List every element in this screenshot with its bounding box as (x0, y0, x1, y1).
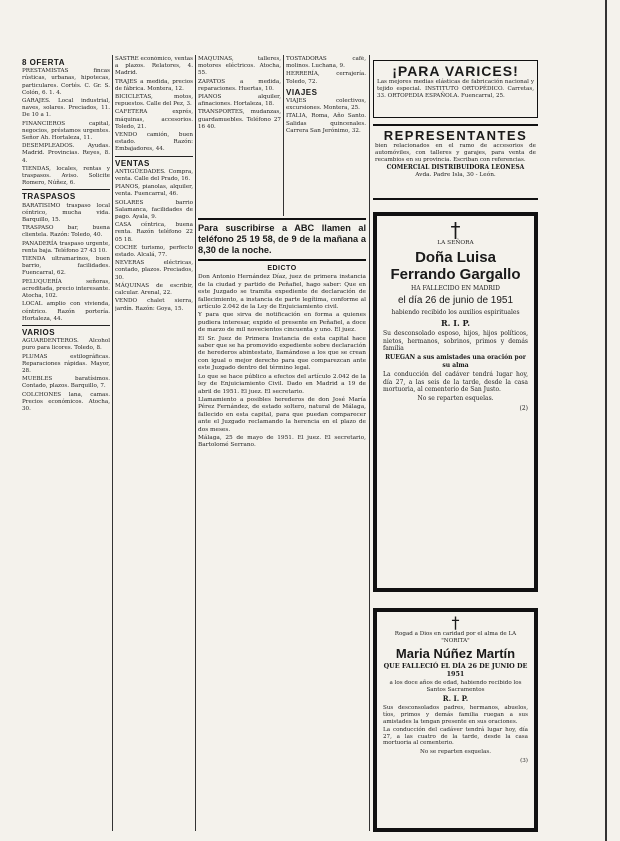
subscription-notice (198, 218, 366, 261)
edicto-paragraph: Lo que se hace público a efectos del artículo 2.042 de la ley de Enjuiciamiento Civil. Dado en Madrid a 19 de abril de 1951. El juez. El secretario. (198, 373, 366, 395)
column-rule (369, 55, 370, 831)
obit-rip: R. I. P. (442, 694, 469, 704)
obit-family: Su desconsolado esposo, hijos, hijos políticos, nietos, hermanos, sobrinos, primos y demás familia (383, 330, 528, 353)
classified-ad: FINANCIEROS capital, negocios, préstamos urgentes. Señor Ah. Hortaleza, 11. (22, 120, 110, 142)
obit-family: Sus desconsolados padres, hermanos, abuelos, tíos, primos y demás familia ruegan a sus amistades la tengan presente en sus oraciones. (383, 705, 528, 725)
obit-note: No se reparten esquelas. (417, 395, 494, 403)
classified-ad: TRAJES a medida, precios de fábrica. Montera, 12. (115, 78, 193, 92)
section-heading-traspasos: TRASPASOS (22, 192, 76, 202)
obit-date: el día 26 de junio de 1951 (397, 294, 514, 306)
varios-list (22, 338, 110, 413)
classified-ad: MÁQUINAS de escribir, calcular. Arenal, 22. (115, 282, 193, 297)
classifieds-column-2 (115, 56, 193, 831)
obit-code: (2) (519, 404, 528, 412)
classified-ad: VENDO chalet sierra, jardín. Razón: Goya, 15. (115, 298, 193, 312)
classified-ad: ITALIA, Roma, Año Santo. Salidas quincenales. Carrera San Jerónimo, 32. (286, 113, 366, 134)
edicto-paragraph: Málaga, 25 de mayo de 1951. El juez. El secretario, Bartolomé Serrano. (198, 434, 366, 449)
obit-pre: Rogad a Dios en caridad por el alma de LA "NORITA" (394, 631, 517, 644)
divider (22, 325, 110, 326)
representantes-address: Avda. Padre Isla, 30 - León. (415, 171, 496, 178)
ventas-list (115, 169, 193, 313)
classified-ad: COLCHONES lana, camas. Precios económicos. Atocha, 30. (22, 391, 110, 412)
classified-ad: GARAJES. Local industrial, naves, solares. Preciados, 11. De 10 a 1. (22, 98, 110, 119)
classifieds-column-1 (22, 56, 110, 831)
obit-sacraments: habiendo recibido los auxilios espirituales (391, 308, 520, 316)
classified-ad: TIENDA ultramarinos, buen barrio, facilidades. Fuencarral, 62. (22, 256, 110, 277)
classified-ad: CAFETERA exprés, máquinas, accesorios. Toledo, 21. (115, 109, 193, 130)
divider (115, 156, 193, 157)
deceased-name: Maria Núñez Martín (395, 646, 516, 662)
section-heading-viajes: VIAJES (286, 87, 318, 97)
edicto-paragraph: Y para que sirva de notificación en forma a quienes pudiera interesar, expido el presente en Peñafiel, a doce de marzo de mil novecientos cincuenta y uno. El juez. (198, 312, 366, 334)
classified-ad: VENDO camión, buen estado. Razón: Embajadores, 44. (115, 132, 193, 153)
classified-ad: BARATISIMO traspaso local céntrico, mucha vida. Barquillo, 15. (22, 202, 110, 224)
classified-ad: BICICLETAS, motos, repuestos. Calle del Pez, 3. (115, 94, 193, 108)
classified-ad: TRANSPORTES, mudanzas, guardamuebles. Teléfono 27 16 40. (198, 109, 281, 130)
classified-ad: TRASPASO bar, buena clientela. Razón: Toledo, 40. (22, 225, 110, 239)
classified-list (198, 56, 281, 131)
obit-died: HA FALLECIDO EN MADRID (411, 285, 500, 293)
classified-ad: DESEMPLEADOS. Ayudas. Madrid. Provincias. Reyes, 8. 4. (22, 143, 110, 164)
classified-ad: VIAJES colectivos, excursiones. Montera, 25. (286, 98, 366, 112)
column-rule (195, 55, 196, 831)
classified-ad: SOLARES barrio Salamanca, facilidades de pago. Ayala, 9. (115, 199, 193, 221)
obit-conduccion: La conducción del cadáver tendrá lugar hoy, día 27, a las seis de la tarde, desde la casa mortuoria, al cementerio de San Justo. (383, 371, 528, 394)
classified-ad: COCHE turismo, perfecto estado. Alcalá, 77. (115, 244, 193, 259)
edicto-body (198, 274, 366, 449)
obit-ruegan: RUEGAN a sus amistades una oración por su alma (385, 354, 526, 369)
obit-note: No se reparten esquelas. (420, 748, 491, 755)
divider (22, 189, 110, 190)
classified-list (115, 56, 193, 154)
column-rule (112, 55, 113, 831)
classified-ad: HERRERÍA, cerrajería. Toledo, 72. (286, 71, 366, 85)
obituary-notice-1 (373, 212, 538, 592)
classified-ad: TOSTADORAS café, molinos. Luchana, 9. (286, 56, 366, 70)
varices-title: ¡PARA VARICES! (392, 63, 519, 79)
classified-ad: TIENDAS, locales, rentas y traspasos. Aviso. Solicite Romero, Núñez, 6. (22, 165, 110, 187)
edicto-paragraph: Llamamiento a posibles herederos de don José María Pérez Fernández, de estado soltero, natural de Málaga, fallecido en esta capital, para que puedan comparecer ante el Juzgado reclamando la herencia en el plazo de dos meses. (198, 396, 366, 433)
classified-ad: PRESTAMISTAS fincas rústicas, urbanas, hipotecas, particulares. Cortés. C. Gr. S. Colón, 6. 1. 4. (22, 68, 110, 96)
traspasos-list (22, 203, 110, 323)
classifieds-column-4 (286, 56, 366, 214)
classified-ad: ZAPATOS a medida, reparaciones. Huertas, 10. (198, 78, 281, 92)
classified-ad: CASA céntrica, buena renta. Razón teléfono 22 05 18. (115, 222, 193, 243)
subscription-text: Para suscribirse a ABC llamen al teléfono 25 19 58, de 9 de la mañana a 8,30 de la noche. (198, 223, 366, 255)
classified-ad: PIANOS alquiler, afinaciones. Hortaleza, 18. (198, 94, 281, 108)
obituary-notice-2 (373, 608, 538, 832)
representantes-company: COMERCIAL DISTRIBUIDORA LEONESA (386, 164, 525, 171)
section-heading-oferta: 8 OFERTA (22, 58, 65, 67)
page-edge (605, 0, 607, 841)
representantes-ad (373, 124, 538, 200)
oferta-list (22, 68, 110, 187)
classified-list (286, 56, 366, 86)
cross-icon: † (450, 218, 461, 242)
classified-ad: NEVERAS eléctricas, contado, plazos. Preciados, 30. (115, 260, 193, 281)
obit-conduccion: La conducción del cadáver tendrá lugar hoy, día 27, a las cuatro de la tarde, desde la casa mortuoria al cementerio. (383, 727, 528, 747)
section-heading-varios: VARIOS (22, 327, 56, 337)
classified-ad: MUEBLES baratísimos. Contado, plazos. Barquillo, 7. (22, 376, 110, 390)
obit-date: QUE FALLECIÓ EL DÍA 26 DE JUNIO DE 1951 (383, 662, 528, 679)
obit-code: (3) (520, 757, 528, 764)
edicto-paragraph: Don Antonio Hernández Díaz, juez de primera instancia de la ciudad y partido de Peñafiel, hago saber: Que en este Juzgado se tramita expediente de declaración de fallecimiento, a instancia de parte legítima, conforme al artículo 2.042 de la Ley de Enjuiciamiento civil. (198, 274, 366, 311)
edicto-heading: EDICTO (267, 265, 297, 272)
classified-ad: PELUQUERÍA señoras, acreditada, precio interesante. Atocha, 102. (22, 278, 110, 300)
obit-rip: R. I. P. (440, 318, 470, 329)
classified-ad: AGUARDENTEROS. Alcohol puro para licores. Toledo, 8. (22, 338, 110, 352)
obit-pre: LA SEÑORA (437, 240, 474, 246)
classified-ad: PIANOS, pianolas, alquiler, venta. Fuencarral, 46. (115, 184, 193, 198)
representantes-text: bien relacionados en el ramo de accesorios de automóviles, con talleres y garajes, para venta de recambios en su provincia. Escriban con referencias. (375, 143, 536, 163)
cross-icon: † (451, 613, 460, 632)
varices-text: Las mejores medias elásticas de fabricación nacional y tejido especial. INSTITUTO ORTOPÉDICO. Carretas, 33. ORTOPEDIA ESPAÑOLA. Fuencarral, 25. (377, 79, 534, 99)
deceased-name: Doña Luisa Ferrando Gargallo (390, 249, 521, 284)
classified-ad: ANTIGÜEDADES. Compra, venta. Calle del Prado, 16. (115, 168, 193, 183)
representantes-title: REPRESENTANTES (383, 128, 528, 143)
obit-sacraments: a los doce años de edad, habiendo recibido los Santos Sacramentos (389, 680, 522, 693)
viajes-list (286, 98, 366, 135)
classifieds-column-3 (198, 56, 281, 214)
classified-ad: PLUMAS estilográficas. Reparaciones rápidas. Mayor, 28. (22, 353, 110, 374)
classified-ad: SASTRE económico, ventas a plazos. Relatores, 4. Madrid. (115, 56, 193, 77)
edicto-column (198, 262, 366, 832)
column-rule (283, 55, 284, 216)
classified-ad: LOCAL amplio con vivienda, céntrico. Razón portería. Hortaleza, 44. (22, 301, 110, 322)
section-heading-ventas: VENTAS (115, 158, 150, 168)
edicto-paragraph: El Sr. Juez de Primera Instancia de esta capital hace saber que se ha promovido expediente sobre declaración de herederos abintestato, llamándose a los que se crean con igual o mejor derecho para que comparezcan ante este Juzgado dentro del término legal. (198, 335, 366, 372)
classified-ad: MAQUINAS, talleres, motores eléctricos. Atocha, 55. (198, 56, 281, 77)
varices-ad (373, 60, 538, 118)
classified-ad: PANADERÍA traspaso urgente, renta baja. Teléfono 27 43 10. (22, 240, 110, 254)
